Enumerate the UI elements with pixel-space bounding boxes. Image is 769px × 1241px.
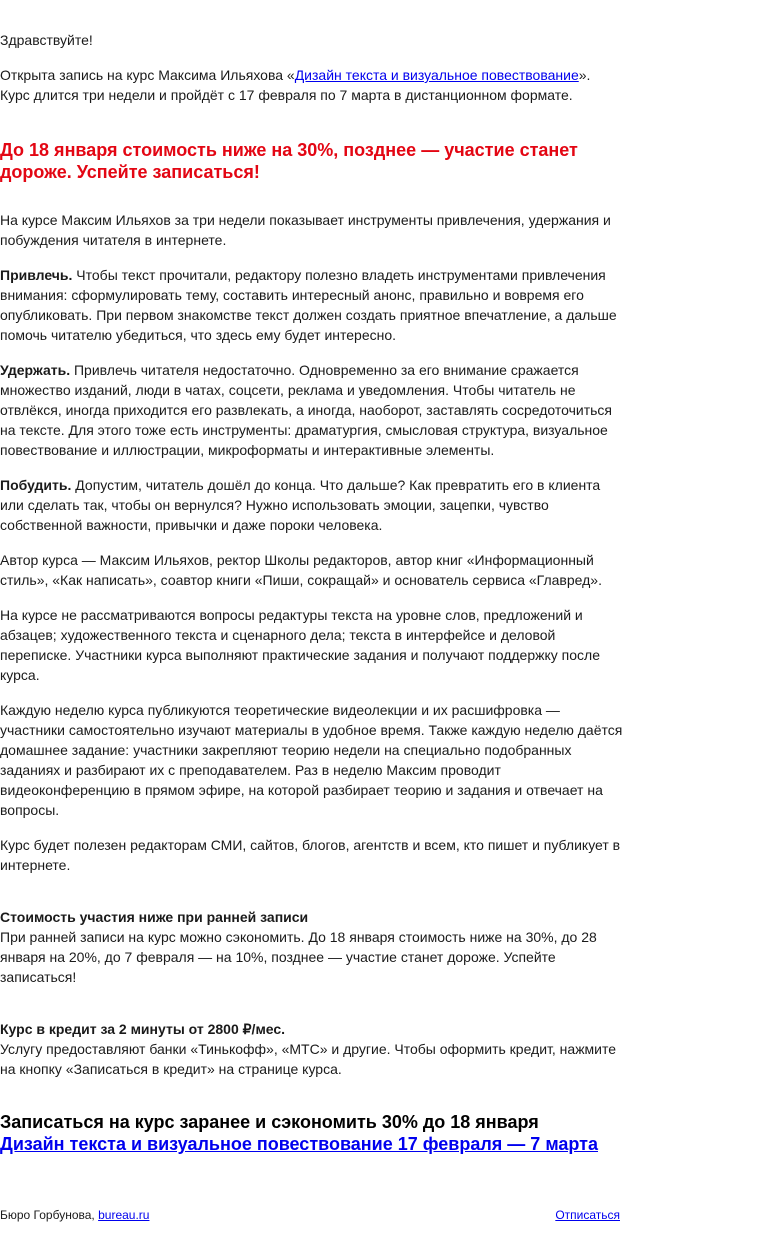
attract-paragraph: [0, 265, 625, 345]
early-title: Стоимость участия ниже при ранней записи: [0, 909, 309, 925]
cta-title: Записаться на курс заранее и сэкономить 30% до 18 января: [0, 1112, 539, 1132]
cta-block: [0, 1111, 625, 1155]
retain-paragraph: [0, 360, 625, 460]
format-paragraph: Каждую неделю курса публикуются теоретические видеолекции и их расшифровка — участники самостоятельно изучают материалы в удобное время. Также каждую неделю даётся домашнее задание: участники закрепляют теорию недели на специально подобранных заданиях и разбирают их с преподавателем. Раз в неделю Максим проводит видеоконференцию в прямом эфире, на которой разбирает теорию и задания и отвечает на вопросы.: [0, 702, 623, 818]
motivate-text: Допустим, читатель дошёл до конца. Что дальше? Как превратить его в клиента или сделать так, чтобы он вернулся? Нужно использовать эмоции, зацепки, чувство собственной важности, привычки и даже пороки человека.: [0, 477, 601, 533]
intro-paragraph: [0, 65, 625, 105]
footer: [0, 1207, 620, 1223]
credit-section: [0, 1019, 625, 1079]
greeting: Здравствуйте!: [0, 32, 93, 48]
intro-text-end: ».: [578, 67, 591, 83]
attract-text: Чтобы текст прочитали, редактору полезно владеть инструментами привлечения внимания: сформулировать тему, составить интересный анонс, правильно и вовремя его опубликовать. При первом знакомстве текст должен создать приятное впечатление, а дальше помочь читателю убедиться, что здесь ему будет интересно.: [0, 267, 617, 343]
credit-text: Услугу предоставляют банки «Тинькофф», «МТС» и другие. Чтобы оформить кредит, нажмите на кнопку «Записаться в кредит» на странице курса.: [0, 1041, 617, 1077]
footer-site-link[interactable]: bureau.ru: [98, 1208, 150, 1222]
promo-heading: До 18 января стоимость ниже на 30%, позднее — участие станет дороже. Успейте записаться!: [0, 140, 578, 182]
author-paragraph: Автор курса — Максим Ильяхов, ректор Школы редакторов, автор книг «Информационный стиль», «Как написать», соавтор книги «Пиши, сокращай» и основатель сервиса «Главред».: [0, 552, 602, 588]
unsubscribe-link[interactable]: Отписаться: [555, 1208, 620, 1222]
cta-course-link[interactable]: Дизайн текста и визуальное повествование 17 февраля — 7 марта: [0, 1134, 598, 1154]
overview-paragraph: На курсе Максим Ильяхов за три недели показывает инструменты привлечения, удержания и побуждения читателя в интернете.: [0, 212, 611, 248]
audience-paragraph: Курс будет полезен редакторам СМИ, сайтов, блогов, агентств и всем, кто пишет и публикует в интернете.: [0, 837, 621, 873]
footer-org: Бюро Горбунова,: [0, 1208, 99, 1222]
motivate-lead: Побудить.: [0, 477, 72, 493]
email-body: [0, 30, 625, 1155]
scope-paragraph: На курсе не рассматриваются вопросы редактуры текста на уровне слов, предложений и абзацев; художественного текста и сценарного дела; текста в интерфейсе и деловой переписке. Участники курса выполняют практические задания и получают поддержку после курса.: [0, 607, 600, 683]
early-section: [0, 907, 625, 987]
motivate-paragraph: [0, 475, 625, 535]
retain-text: Привлечь читателя недостаточно. Одновременно за его внимание сражается множество изданий, люди в чатах, соцсети, реклама и уведомления. Чтобы читатель не отвлёкся, иногда приходится его развлекать, а иногда, наоборот, заставлять сосредоточиться на тексте. Для этого тоже есть инструменты: драматургия, смысловая структура, визуальное повествование и иллюстрации, микроформаты и интерактивные элементы.: [0, 362, 612, 458]
retain-lead: Удержать.: [0, 362, 71, 378]
intro-text: Открыта запись на курс Максима Ильяхова «: [0, 67, 295, 83]
credit-title: Курс в кредит за 2 минуты от 2800 ₽/мес.: [0, 1021, 286, 1037]
attract-lead: Привлечь.: [0, 267, 73, 283]
course-link[interactable]: Дизайн текста и визуальное повествование: [294, 67, 579, 83]
early-text: При ранней записи на курс можно сэкономить. До 18 января стоимость ниже на 30%, до 28 января на 20%, до 7 февраля — на 10%, позднее — участие станет дороже. Успейте записаться!: [0, 929, 597, 985]
intro-dates: Курс длится три недели и пройдёт с 17 февраля по 7 марта в дистанционном формате.: [0, 87, 573, 103]
